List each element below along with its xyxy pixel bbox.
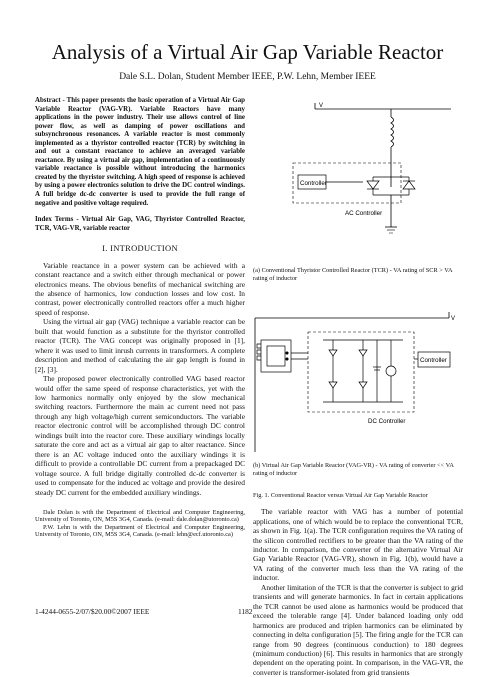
figure-1b-vag-vr-schematic xyxy=(253,312,463,487)
paper-title: Analysis of a Virtual Air Gap Variable Reactor xyxy=(51,40,444,64)
footnote-author-1: Dale Dolan is with the Department of Electrical and Computer Engineering, University of Toronto, ON, M5S 3G4, Canada. (e-mail: dale.dolan@utoronto.ca) xyxy=(35,508,245,524)
intro-paragraph-2: Using the virtual air gap (VAG) technique a variable reactor can be built that would function as a substitute for the thyristor controlled reactor (TCR). The VAG concept was originally proposed in [1], where it was used to limit inrush currents in transformers. A complete description and method of calculating the air gap length is found in [2], [3]. xyxy=(35,317,245,374)
copyright-footer: 1-4244-0655-2/07/$20.00©2007 IEEE xyxy=(35,607,150,616)
figure-1-caption: Fig. 1. Conventional Reactor versus Virtual Air Gap Variable Reactor xyxy=(253,492,428,499)
intro-paragraph-1: Variable reactance in a power system can be achieved with a constant reactance and a switch either through mechanical or power electronics means. The obvious benefits of mechanical switching are the absence of harmonics, low conduction losses and low cost. In contrast, power electronically controlled reactors offer a much higher speed of response. xyxy=(35,260,245,317)
abstract: Abstract - This paper presents the basic operation of a Virtual Air Gap Variable Reactor (VAG-VR). Variable Reactors have many applications in the power industry. Their use allows control of line power flow, as well as damping of power oscillations and subsynchronous resonances. A variable reactor is most commonly implemented as a thyristor controlled reactor (TCR) by switching in and out a constant reactance to achieve an averaged variable reactance. By using a virtual air gap, implementation of a continuously variable reactance is possible without introducing the harmonics created by the thyristor switching. A high speed of response is achieved by using a power electronics solution to drive the DC control windings. A full bridge dc-dc converter is used to provide the full range of negative and positive voltage required. xyxy=(35,97,245,207)
page-number: 1182 xyxy=(238,607,253,616)
footnotes xyxy=(35,509,245,539)
index-terms: Index Terms - Virtual Air Gap, VAG, Thyristor Controlled Reactor, TCR, VAG-VR, variable reactor xyxy=(35,216,245,232)
vag-vr-circuit-diagram xyxy=(253,312,463,460)
figure-1a-tcr-schematic xyxy=(253,97,463,312)
footnote-author-2: P.W. Lehn is with the Department of Electrical and Computer Engineering, University of Toronto, ON, M5S 3G4, Canada. (e-mail: lehn@ecf.utoronto.ca) xyxy=(35,523,245,539)
right-paragraph-1: The variable reactor with VAG has a number of potential applications, one of which would be to replace the conventional TCR, as shown in Fig. 1(a). The TCR configuration requires the VA rating of the silicon controlled rectifiers to be greater than the VA rating of the inductor. In comparison, the converter of the alternative Virtual Air Gap Variable Reactor (VAG-VR), shown in Fig. 1(b), would have a VA rating of the converter much less than the VA rating of the inductor. xyxy=(253,507,463,583)
controller-label-a: Controller xyxy=(300,180,327,187)
dc-controller-label: DC Controller xyxy=(368,418,406,425)
figure-1a-caption: (a) Conventional Thyristor Controlled Reactor (TCR) - VA rating of SCR > VA rating of inductor xyxy=(253,267,453,282)
controller-label-b: Controller xyxy=(420,357,447,364)
voltage-label-b: V xyxy=(451,316,456,322)
figure-1b-caption: (b) Virtual Air Gap Variable Reactor (VAG-VR) - VA rating of converter << VA rating of inductor xyxy=(253,462,454,477)
left-column xyxy=(35,97,245,539)
tcr-circuit-diagram xyxy=(253,97,463,265)
paper-authors: Dale S.L. Dolan, Student Member IEEE, P.W. Lehn, Member IEEE xyxy=(119,72,376,82)
right-column xyxy=(253,97,463,677)
section-heading-introduction: I. INTRODUCTION xyxy=(102,243,178,254)
right-text-body xyxy=(253,507,463,677)
voltage-label-a: V xyxy=(319,103,324,109)
ac-controller-label: AC Controller xyxy=(345,210,383,217)
right-paragraph-2: Another limitation of the TCR is that the converter is subject to grid transients and will generate harmonics. In fact in certain applications the TCR cannot be used alone as harmonics would be produced that exceed the tolerable range [4]. Under balanced loading only odd harmonics are produced and triplen harmonics can be eliminated by connecting in delta configuration [5]. The firing angle for the TCR can range from 90 degrees (continuous conduction) to 180 degrees (minimum conduction) [6]. This results in harmonics that are strongly dependent on the operating point. In comparison, in the VAG-VR, the converter is transformer-isolated from grid transients xyxy=(253,582,463,677)
intro-paragraph-3: The proposed power electronically controlled VAG based reactor would offer the same speed of response characteristics, yet with the low harmonics normally only enjoyed by the slow mechanical switching reactors. Furthermore the main ac current need not pass through any high voltage/high current semiconductors. The variable reactor electronic control will be accomplished through DC control windings built into the reactor core. These auxiliary windings locally saturate the core and act as a virtual air gap to alter reactance. Since there is an AC voltage induced onto the auxiliary windings it is difficult to provide a controllable DC current from a prepackaged DC voltage source. A full bridge digitally controlled dc-dc converter is used to compensate for the induced ac voltage and provide the desired steady DC current for the embedded auxiliary windings. xyxy=(35,374,245,497)
